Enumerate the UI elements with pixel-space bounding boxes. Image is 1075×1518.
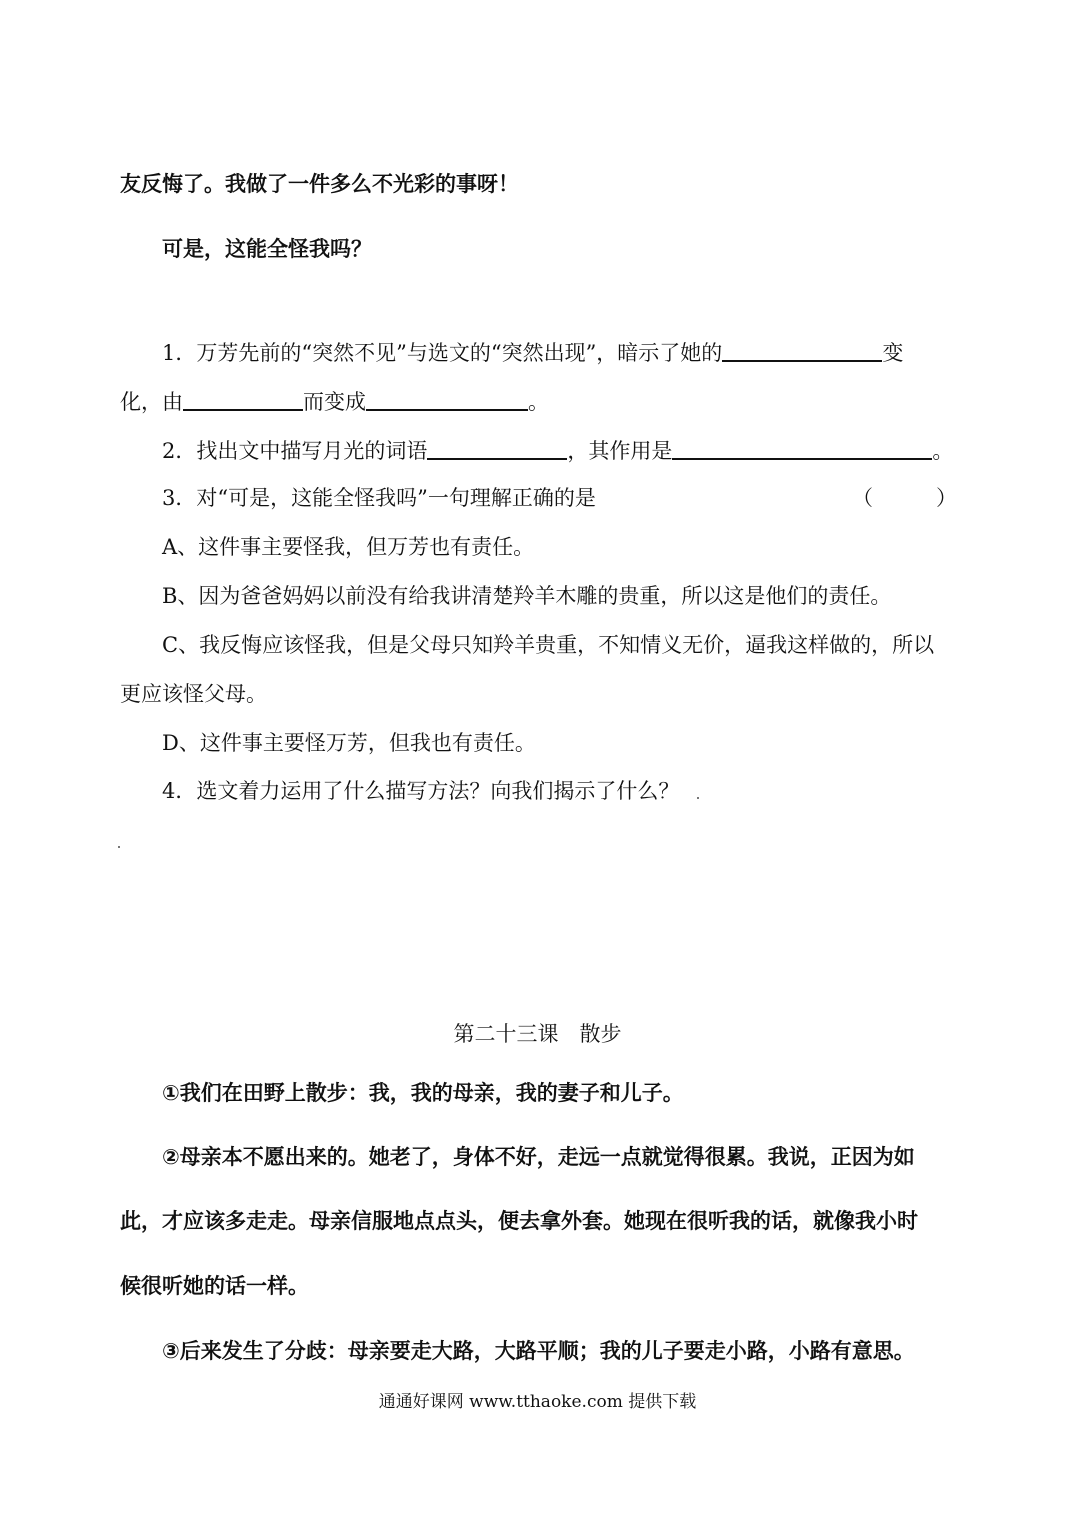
option-d: D、这件事主要怪万芳，但我也有责任。	[162, 731, 536, 755]
question-3	[162, 484, 1002, 512]
passage-line: 可是，这能全怪我吗？	[162, 237, 372, 261]
question-2-text: ，其作用是	[567, 439, 673, 463]
question-1-continued	[120, 387, 960, 416]
option-c-continued: 更应该怪父母。	[120, 682, 267, 706]
option-c: C、我反悔应该怪我，但是父母只知羚羊贵重，不知情义无价，逼我这样做的，所以	[162, 633, 935, 657]
question-2	[162, 436, 1002, 465]
passage-line: 友反悔了。我做了一件多么不光彩的事呀！	[120, 172, 519, 196]
answer-blank[interactable]	[183, 387, 303, 411]
lesson-title: 第二十三课 散步	[453, 1022, 622, 1046]
option-b: B、因为爸爸妈妈以前没有给我讲清楚羚羊木雕的贵重，所以这是他们的责任。	[162, 584, 892, 608]
page-footer: 通通好课网 www.tthaoke.com 提供下载	[378, 1392, 697, 1412]
question-1-text: 1．万芳先前的“突然不见”与选文的“突然出现”，暗示了她的	[162, 341, 723, 365]
question-1-text: 。	[528, 390, 549, 414]
answer-parentheses[interactable]: （ ）	[852, 486, 957, 510]
scan-speck	[697, 797, 699, 799]
question-3-text: 3．对“可是，这能全怪我吗”一句理解正确的是	[162, 486, 596, 510]
question-2-text: 。	[932, 439, 954, 463]
answer-blank[interactable]	[427, 436, 567, 460]
answer-blank[interactable]	[722, 338, 882, 362]
question-1-text-end: 变	[882, 341, 904, 365]
question-2-text: 2．找出文中描写月光的词语	[162, 439, 428, 463]
lesson-paragraph-2-line-3: 候很听她的话一样。	[120, 1274, 309, 1298]
option-a: A、这件事主要怪我，但万芳也有责任。	[162, 535, 535, 559]
answer-blank[interactable]	[672, 436, 932, 460]
lesson-paragraph-3: ③后来发生了分歧：母亲要走大路，大路平顺；我的儿子要走小路，小路有意思。	[162, 1339, 915, 1363]
question-4: 4．选文着力运用了什么描写方法？向我们揭示了什么？	[162, 779, 680, 803]
question-1	[162, 338, 1002, 367]
lesson-paragraph-2: ②母亲本不愿出来的。她老了，身体不好，走远一点就觉得很累。我说，正因为如	[162, 1145, 915, 1169]
lesson-paragraph-2-line-2: 此，才应该多走走。母亲信服地点点头，便去拿外套。她现在很听我的话，就像我小时	[120, 1209, 918, 1233]
question-1-text: 化，由	[120, 390, 183, 414]
scan-speck	[118, 846, 120, 848]
question-1-text: 而变成	[303, 390, 366, 414]
answer-blank[interactable]	[366, 387, 528, 411]
lesson-paragraph-1: ①我们在田野上散步：我，我的母亲，我的妻子和儿子。	[162, 1081, 684, 1105]
